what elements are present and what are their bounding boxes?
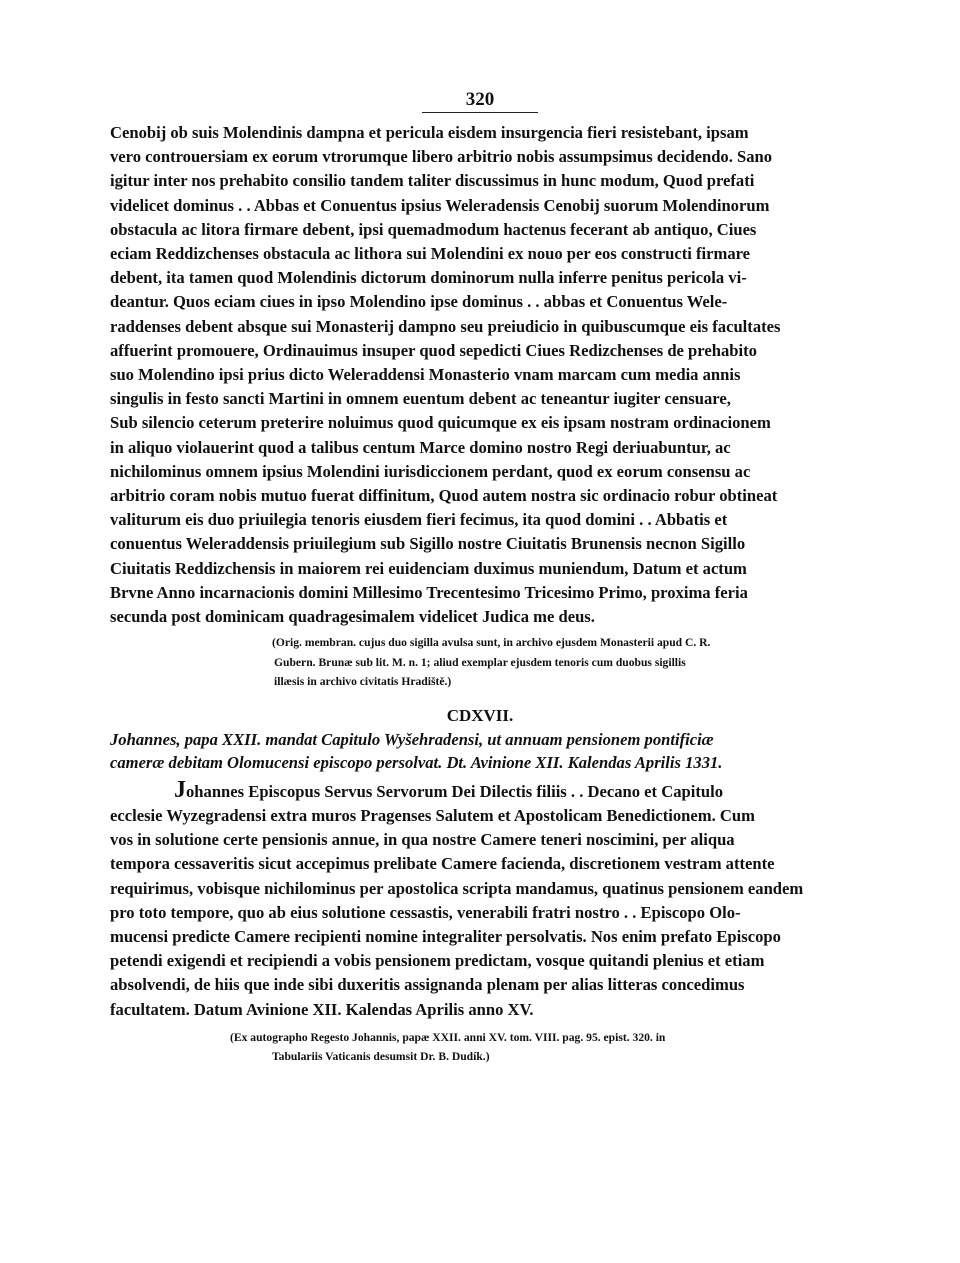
source-note-previous	[272, 633, 850, 692]
text-line: ecclesie Wyzegradensi extra muros Pragenses Salutem et Apostolicam Benedictionem. Cum	[110, 805, 755, 825]
note-line: Gubern. Brunæ sub lit. M. n. 1; aliud exemplar ejusdem tenoris cum duobus sigillis	[274, 655, 686, 669]
text-line: vos in solutione certe pensionis annue, in qua nostre Camere teneri noscimini, per aliqua	[110, 830, 735, 850]
text-line: tempora cessaveritis sicut accepimus prelibate Camere facienda, discretionem vestram attente	[110, 854, 775, 874]
document-number: CDXVII.	[446, 705, 514, 725]
text-line: valiturum eis duo priuilegia tenoris eiusdem fieri fecimus, ita quod domini . . Abbatis et	[110, 510, 728, 530]
first-line-text: ohannes Episcopus Servus Servorum Dei Dilectis filiis . . Decano et Capitulo	[186, 781, 724, 801]
text-line: raddenses debent absque sui Monasterij dampno seu preiudicio in quibuscumque eis facultates	[110, 316, 781, 336]
text-line: nichilominus omnem ipsius Molendini iurisdiccionem perdant, quod ex eorum consensu ac	[110, 461, 751, 481]
text-line: vero controuersiam ex eorum vtrorumque libero arbitrio nobis assumpsimus decidendo. Sano	[110, 147, 773, 167]
document-text	[110, 776, 850, 1022]
text-line: pro toto tempore, quo ab eius solutione cessastis, venerabili fratri nostro . . Episcopo Olo-	[110, 902, 741, 922]
text-line: Sub silencio ceterum preterire noluimus quod quicumque ex eis ipsam nostram ordinacionem	[110, 413, 771, 433]
text-line: igitur inter nos prehabito consilio tandem taliter discussimus in hunc modum, Quod prefati	[110, 171, 755, 191]
text-line: obstacula ac litora firmare debent, ipsi quemadmodum hactenus fecerant ab antiquo, Ciues	[110, 219, 757, 239]
text-line: affuerint promouere, Ordinauimus insuper quod sepedicti Ciues Redizchenses de prehabito	[110, 340, 757, 360]
previous-document-text	[110, 121, 850, 629]
text-line: mucensi predicte Camere recipienti nomine integraliter persolvatis. Nos enim prefato Episcopo	[110, 926, 781, 946]
regest-line: cameræ debitam Olomucensi episcopo persolvat. Dt. Avinione XII. Kalendas Aprilis 1331.	[110, 752, 723, 772]
page-number: 320	[465, 89, 495, 110]
text-line: Cenobij ob suis Molendinis dampna et pericula eisdem insurgencia fieri resistebant, ipsam	[110, 123, 749, 142]
text-line: facultatem. Datum Avinione XII. Kalendas Aprilis anno XV.	[110, 999, 534, 1019]
text-line: suo Molendino ipsi prius dicto Weleraddensi Monasterio vnam marcam cum media annis	[110, 365, 741, 385]
note-line: illæsis in archivo civitatis Hradiště.)	[274, 675, 452, 689]
text-line: requirimus, vobisque nichilominus per apostolica scripta mandamus, quatinus pensionem eandem	[110, 878, 804, 898]
text-line: petendi exigendi et recipiendi a vobis pensionem predictam, vosque quitandi plenius et etiam	[110, 951, 765, 971]
text-line: conuentus Weleraddensis priuilegium sub Sigillo nostre Ciuitatis Brunensis necnon Sigillo	[110, 534, 746, 554]
text-line: singulis in festo sancti Martini in omnem euentum debent ac teneantur iugiter censuare,	[110, 389, 731, 409]
first-text-line	[110, 776, 850, 804]
regest-line: Johannes, papa XXII. mandat Capitulo Wyšehradensi, ut annuam pensionem pontificiæ	[110, 729, 714, 749]
text-line: Ciuitatis Reddizchensis in maiorem rei euidenciam duximus muniendum, Datum et actum	[110, 558, 747, 578]
document-regest	[110, 728, 850, 774]
document-page	[110, 88, 850, 1066]
text-line: arbitrio coram nobis mutuo fuerat diffinitum, Quod autem nostra sic ordinacio robur obtineat	[110, 486, 778, 506]
note-line: Tabulariis Vaticanis desumsit Dr. B. Dudík.)	[272, 1049, 490, 1063]
note-line: (Orig. membran. cujus duo sigilla avulsa sunt, in archivo ejusdem Monasterii apud C. R.	[272, 636, 711, 650]
text-line: deantur. Quos eciam ciues in ipso Molendino ipse dominus . . abbas et Conuentus Wele-	[110, 292, 728, 312]
text-line: absolvendi, de hiis que inde sibi duxeritis assignanda plenam per alias litteras concedimus	[110, 975, 745, 995]
text-line: Brvne Anno incarnacionis domini Millesimo Trecentesimo Tricesimo Primo, proxima feria	[110, 582, 748, 602]
text-line: debent, ita tamen quod Molendinis dictorum dominorum nulla inferre penitus pericola vi-	[110, 268, 747, 288]
text-line: videlicet dominus . . Abbas et Conuentus ipsius Weleradensis Cenobij suorum Molendinorum	[110, 195, 770, 215]
header-rule	[422, 112, 538, 113]
text-line: in aliquo violauerint quod a talibus centum Marce domino nostro Regi deriuabuntur, ac	[110, 437, 731, 457]
initial-letter: J	[174, 776, 186, 803]
text-line: eciam Reddizchenses obstacula ac lithora sui Molendini ex nouo per eos constructi firmare	[110, 244, 751, 264]
note-line: (Ex autographo Regesto Johannis, papæ XXII. anni XV. tom. VIII. pag. 95. epist. 320. in	[230, 1030, 666, 1044]
source-note	[230, 1028, 850, 1066]
text-line: secunda post dominicam quadragesimalem videlicet Judica me deus.	[110, 607, 595, 627]
